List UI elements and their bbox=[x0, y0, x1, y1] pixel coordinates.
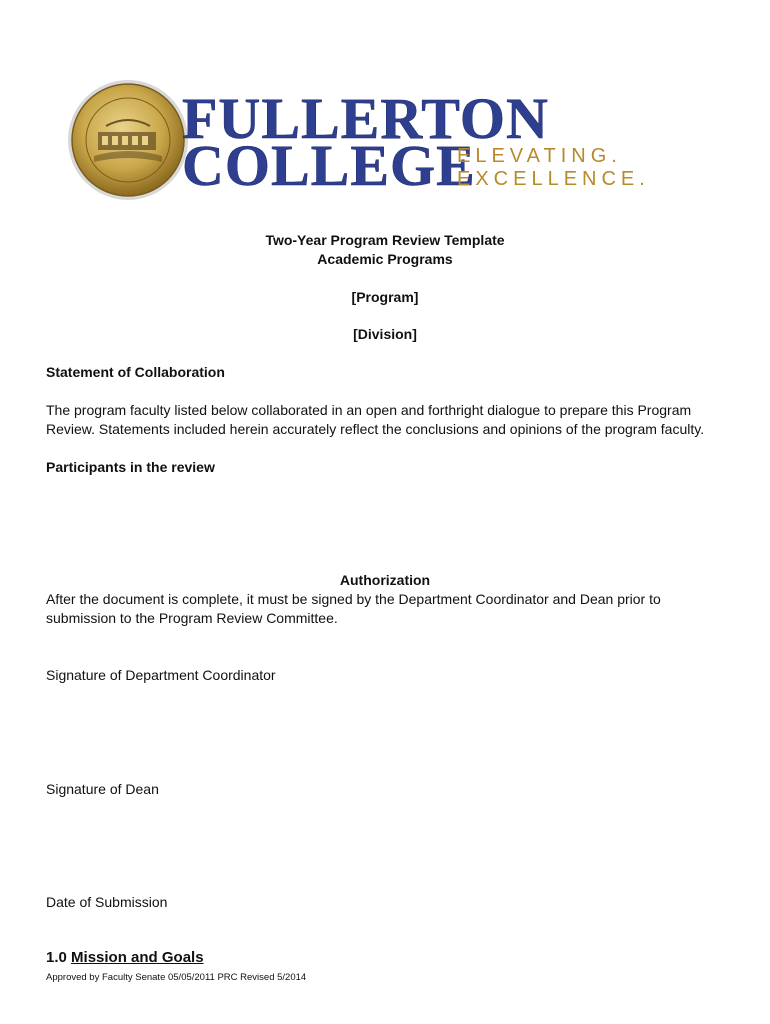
wordmark-line2: COLLEGE bbox=[182, 133, 476, 198]
college-seal-icon bbox=[66, 78, 190, 202]
dean-signature-label: Signature of Dean bbox=[46, 781, 159, 797]
collaboration-text-line2: Review. Statements included herein accurately reflect the conclusions and opinions of the program faculty. bbox=[46, 421, 705, 437]
collaboration-heading: Statement of Collaboration bbox=[46, 364, 225, 380]
authorization-text-line1: After the document is complete, it must be signed by the Department Coordinator and Dean prior to bbox=[46, 591, 661, 607]
section-number: 1.0 bbox=[46, 949, 67, 966]
document-subtitle: Academic Programs bbox=[317, 251, 453, 267]
program-placeholder: [Program] bbox=[351, 289, 419, 305]
section-title: Mission and Goals bbox=[71, 949, 204, 966]
division-placeholder: [Division] bbox=[353, 326, 417, 342]
submission-date-label: Date of Submission bbox=[46, 894, 168, 910]
coordinator-signature-label: Signature of Department Coordinator bbox=[46, 667, 276, 683]
tagline-line1: ELEVATING. bbox=[457, 145, 622, 167]
authorization-text-line2: submission to the Program Review Committee. bbox=[46, 610, 338, 626]
college-wordmark bbox=[182, 82, 650, 202]
tagline-line2: EXCELLENCE. bbox=[457, 168, 650, 190]
document-title: Two-Year Program Review Template bbox=[265, 232, 505, 248]
section-heading bbox=[46, 948, 204, 968]
participants-heading: Participants in the review bbox=[46, 459, 215, 475]
wordmark-line1: FULLERTON bbox=[182, 86, 549, 151]
footer-note: Approved by Faculty Senate 05/05/2011 PRC Revised 5/2014 bbox=[46, 972, 307, 983]
collaboration-text-line1: The program faculty listed below collaborated in an open and forthright dialogue to prepare this Program bbox=[46, 402, 692, 418]
authorization-heading: Authorization bbox=[339, 572, 431, 588]
college-logo bbox=[66, 78, 650, 208]
